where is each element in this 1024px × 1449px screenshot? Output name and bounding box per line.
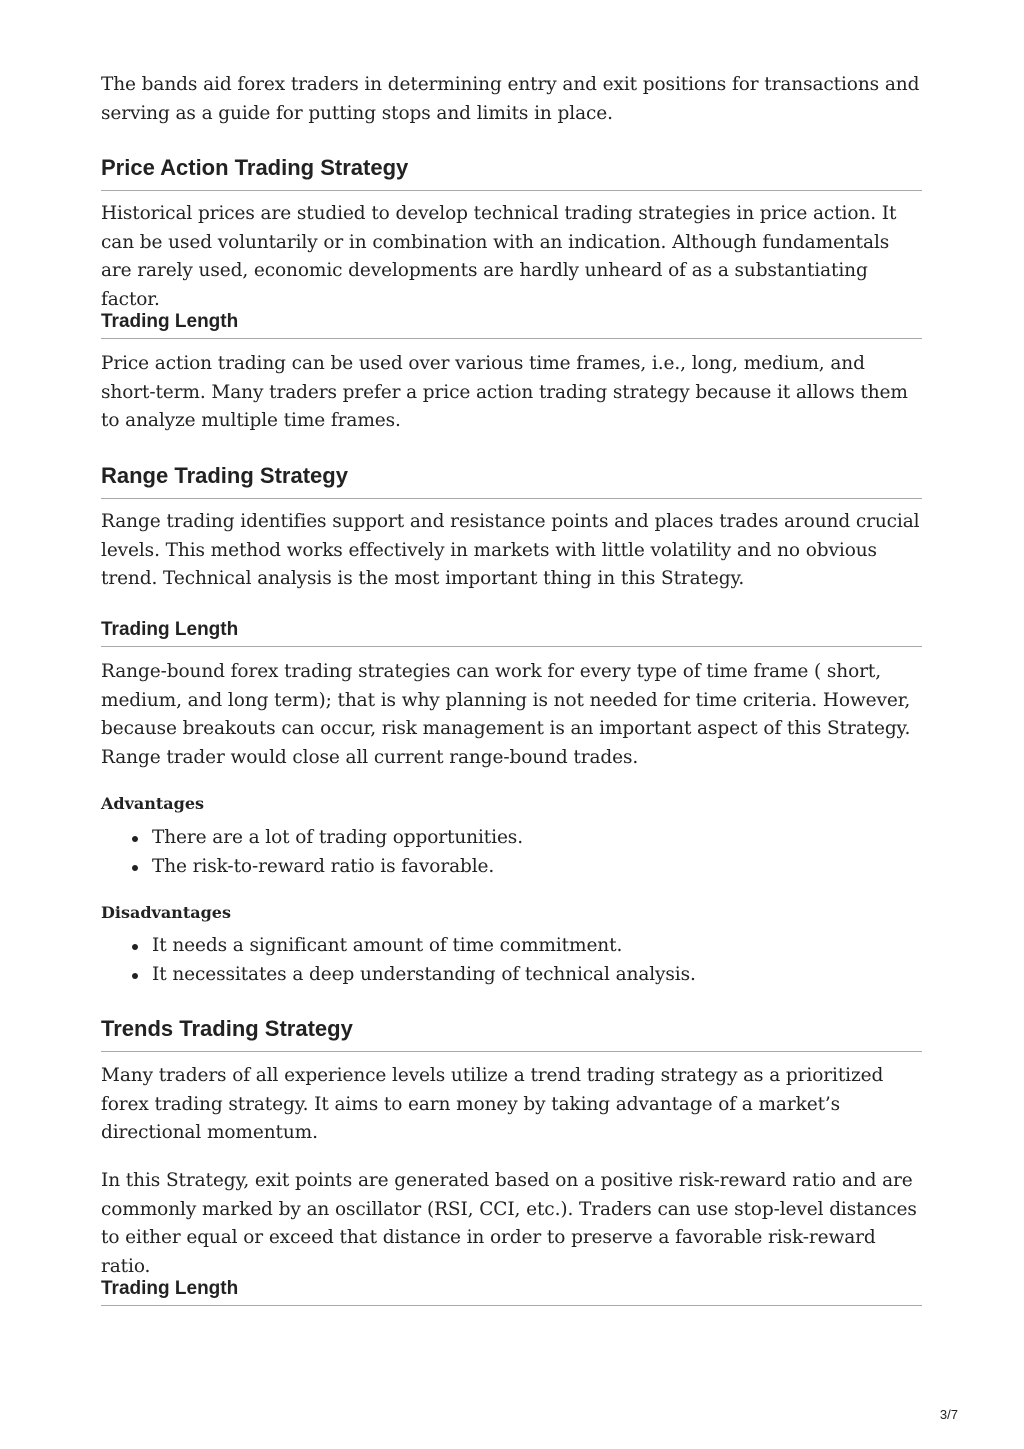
advantages-list	[101, 824, 922, 881]
disadvantages-heading: Disadvantages	[101, 903, 231, 922]
price-action-heading: Price Action Trading Strategy	[101, 155, 922, 191]
price-action-length-paragraph: Price action trading can be used over various time frames, i.e., long, medium, and short-term. Many traders prefer a price action trading strategy because it allows them to analyze multiple time frames.	[101, 353, 908, 431]
range-length-paragraph: Range-bound forex trading strategies can work for every type of time frame ( short, medium, and long term); that is why planning is not needed for time criteria. However, because breakouts can occur, risk management is an important aspect of this Strategy. Range trader would close all current range-bound trades.	[101, 661, 911, 768]
range-paragraph: Range trading identifies support and resistance points and places trades around crucial levels. This method works effectively in markets with little volatility and no obvious trend. Technical analysis is the most important thing in this Strategy.	[101, 511, 920, 589]
trends-heading: Trends Trading Strategy	[101, 1016, 922, 1052]
bullet-icon	[132, 836, 138, 842]
price-action-paragraph: Historical prices are studied to develop technical trading strategies in price action. It can be used voluntarily or in combination with an indication. Although fundamentals are rarely used, economic developments are hardly unheard of as a substantiating factor.	[101, 203, 897, 310]
trends-length-heading: Trading Length	[101, 1278, 922, 1306]
bullet-icon	[132, 944, 138, 950]
intro-paragraph: The bands aid forex traders in determining entry and exit positions for transactions and serving as a guide for putting stops and limits in place.	[101, 74, 920, 124]
list-item: It necessitates a deep understanding of technical analysis.	[101, 961, 922, 990]
price-action-length-heading: Trading Length	[101, 311, 922, 339]
advantages-heading: Advantages	[101, 794, 205, 813]
range-heading: Range Trading Strategy	[101, 463, 922, 499]
trends-paragraph-1: Many traders of all experience levels utilize a trend trading strategy as a prioritized forex trading strategy. It aims to earn money by taking advantage of a market’s directional momentum.	[101, 1065, 884, 1143]
page-number: 3/7	[939, 1407, 958, 1422]
trends-paragraph-2: In this Strategy, exit points are generated based on a positive risk-reward ratio and are commonly marked by an oscillator (RSI, CCI, etc.). Traders can use stop-level distances to either equal or exceed that distance in order to preserve a favorable risk-reward ratio.	[101, 1170, 917, 1277]
list-item: The risk-to-reward ratio is favorable.	[101, 853, 922, 882]
list-item: There are a lot of trading opportunities.	[101, 824, 922, 853]
range-length-heading: Trading Length	[101, 619, 922, 647]
bullet-icon	[132, 865, 138, 871]
disadvantages-list	[101, 932, 922, 989]
list-item: It needs a significant amount of time commitment.	[101, 932, 922, 961]
bullet-icon	[132, 973, 138, 979]
